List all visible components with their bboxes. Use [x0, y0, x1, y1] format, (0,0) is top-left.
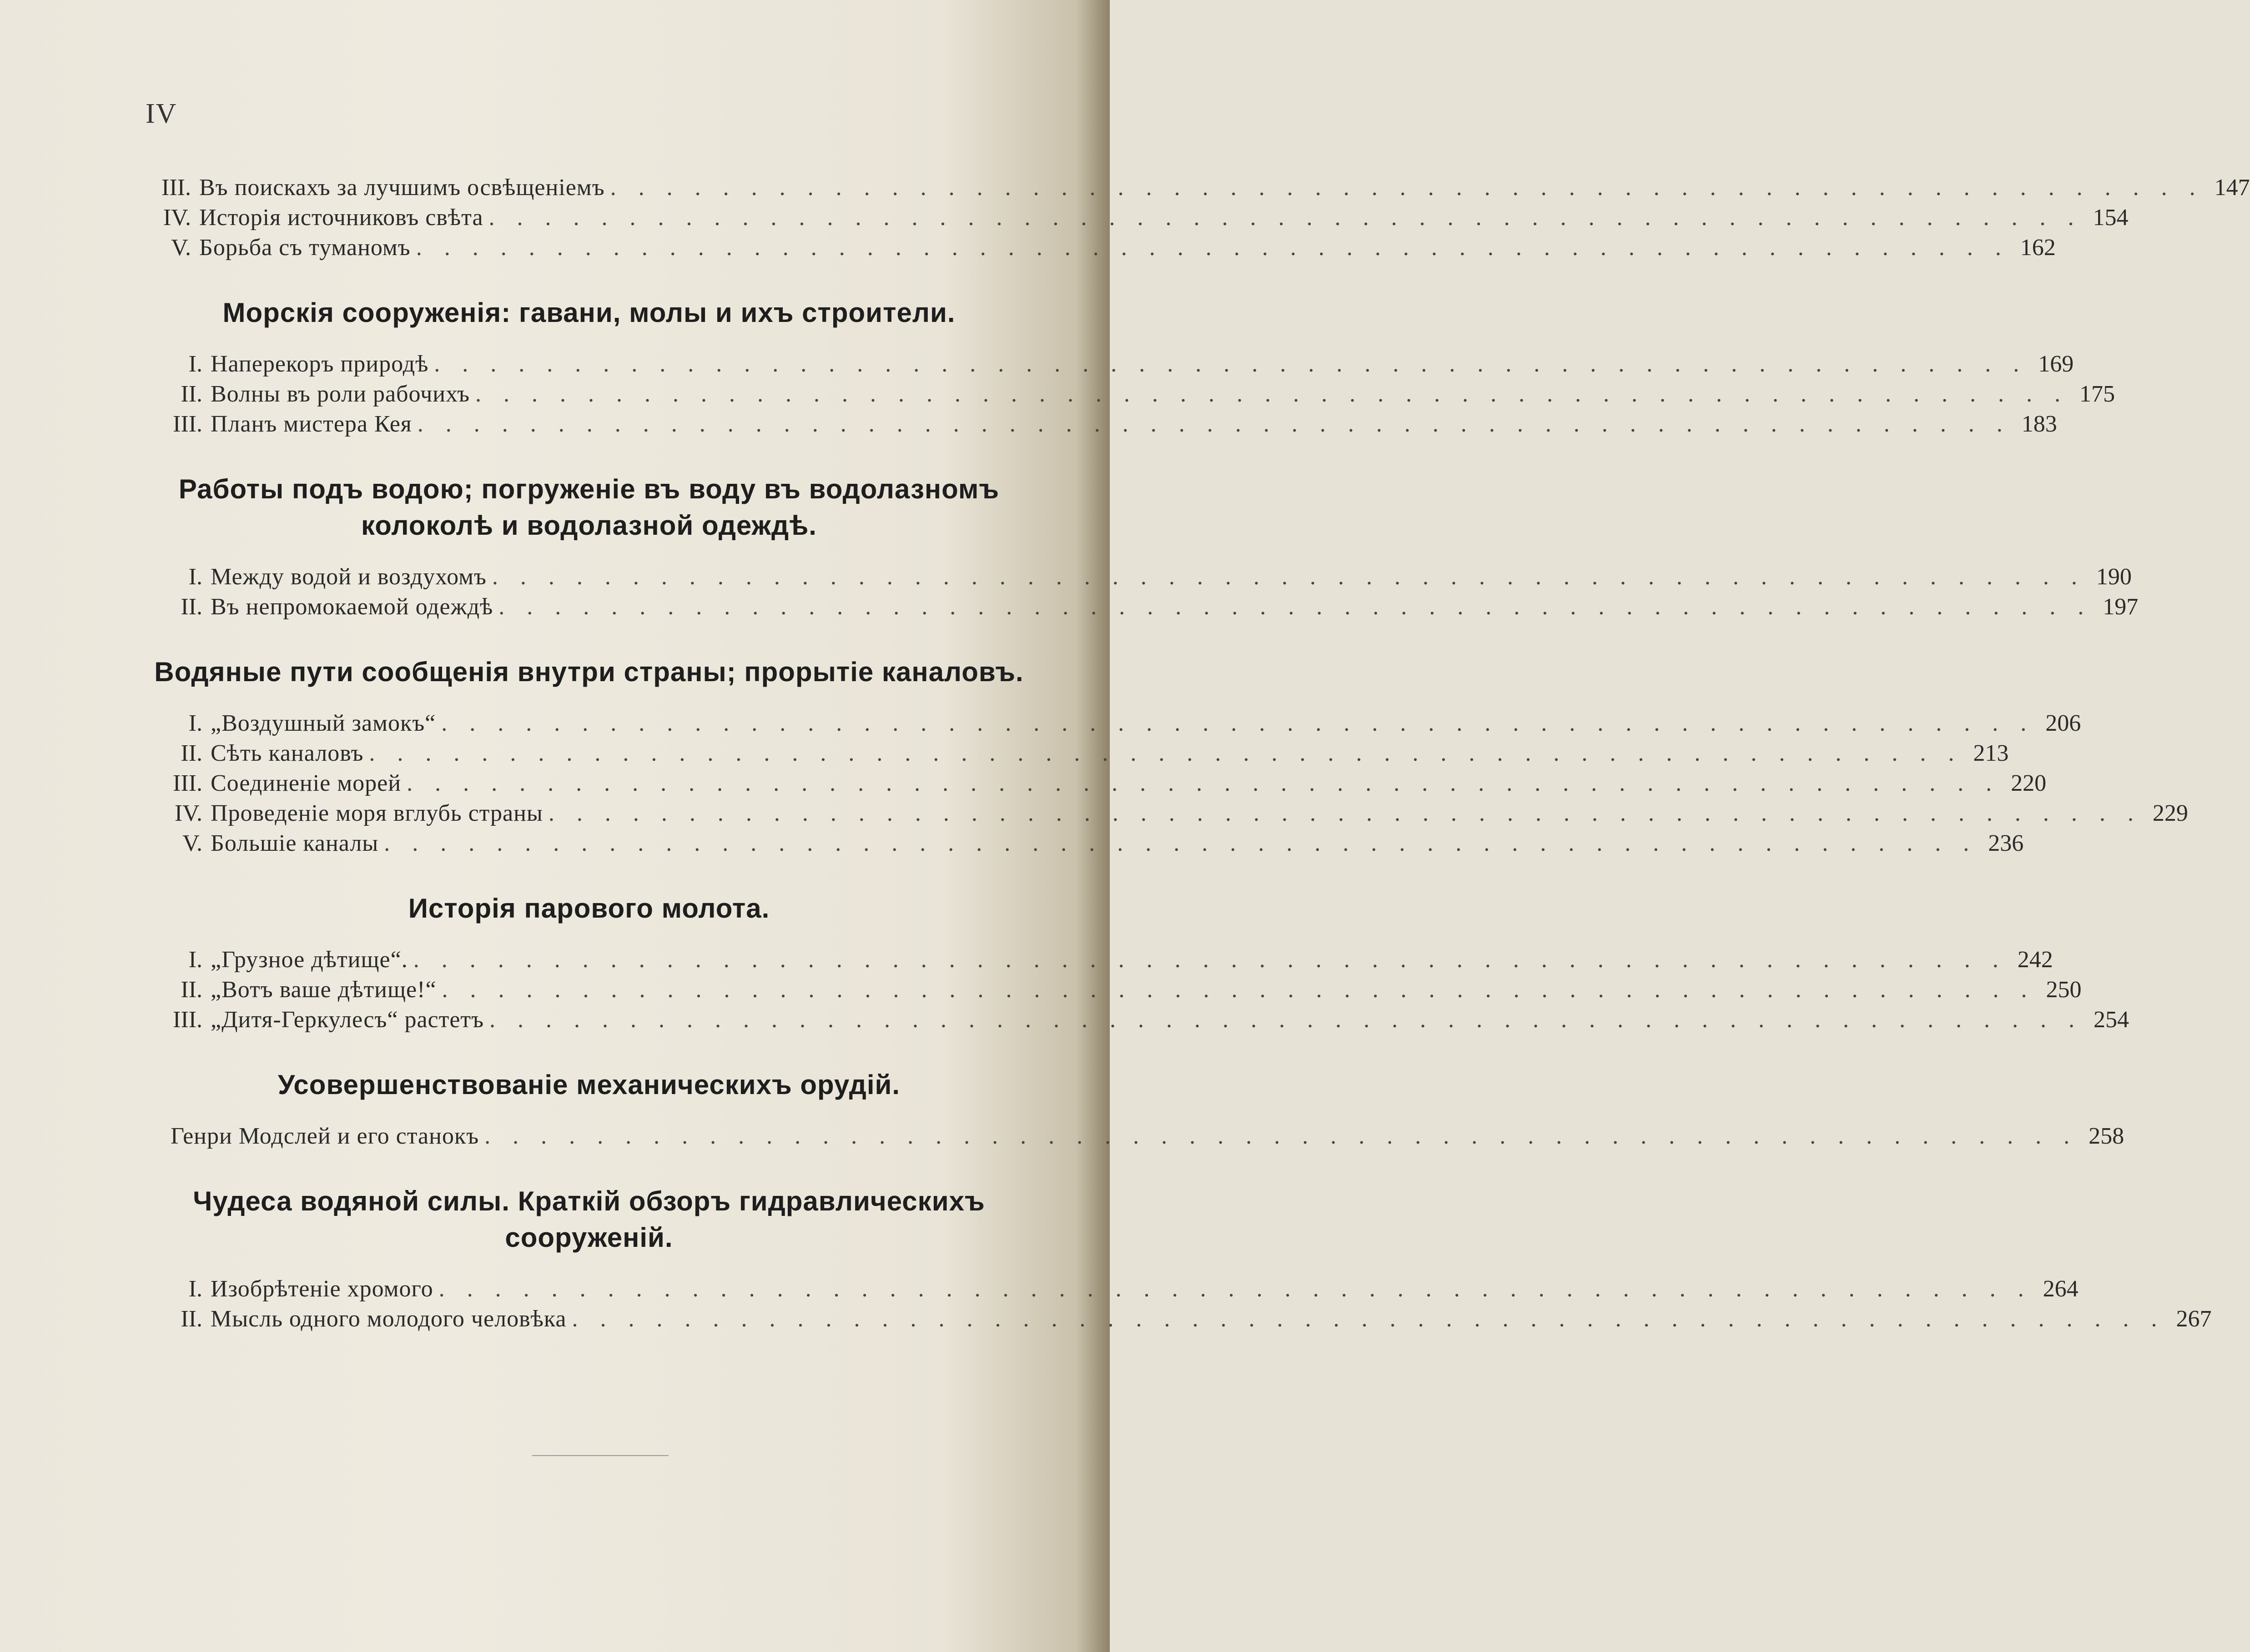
- dot-leader: . . . . . . . . . . . . . . . . . . . . . . . . . . . . . . . . . . . . . . . . . . . . . . . . . . . . . . . . .: [475, 381, 2069, 407]
- dot-leader: . . . . . . . . . . . . . . . . . . . . . . . . . . . . . . . . . . . . . . . . . . . . . . . . . . . . . . . . .: [416, 235, 2009, 261]
- entry-title: Большіе каналы: [211, 830, 379, 856]
- entry-number: I.: [188, 564, 202, 590]
- toc-entry: [150, 592, 2139, 622]
- section-heading: Морскія сооруженія: гавани, молы и ихъ строители.: [222, 297, 956, 328]
- dot-leader: . . . . . . . . . . . . . . . . . . . . . . . . . . . . . . . . . . . . . . . . . . . . . . . . . . . . . . . . .: [413, 947, 2007, 973]
- page-folio: IV: [146, 98, 177, 129]
- toc-entry: [150, 203, 2129, 233]
- entry-number: III.: [173, 1007, 202, 1033]
- toc-section: [150, 173, 2250, 263]
- toc-section: [150, 471, 2139, 622]
- entry-number: II.: [181, 594, 202, 620]
- entry-page: 197: [2103, 594, 2139, 620]
- entry-page: 264: [2043, 1276, 2079, 1302]
- entry-page: 229: [2152, 800, 2188, 826]
- toc-entry: [150, 798, 2188, 829]
- entry-title: Въ непромокаемой одеждѣ: [211, 594, 493, 620]
- toc-entry: [150, 349, 2074, 379]
- entry-title: Волны въ роли рабочихъ: [211, 381, 470, 407]
- entry-number: II.: [181, 740, 202, 766]
- toc-entry: [150, 1274, 2079, 1304]
- toc-entry: [150, 708, 2081, 738]
- dot-leader: . . . . . . . . . . . . . . . . . . . . . . . . . . . . . . . . . . . . . . . . . . . . . . . . . . . . . . . . .: [384, 830, 1978, 856]
- entry-page: 175: [2079, 381, 2115, 407]
- entry-number: I.: [188, 710, 202, 736]
- entry-title: Между водой и воздухомъ: [211, 564, 487, 590]
- dot-leader: . . . . . . . . . . . . . . . . . . . . . . . . . . . . . . . . . . . . . . . . . . . . . . . . . . . . . . . . .: [417, 411, 2011, 437]
- dot-leader: . . . . . . . . . . . . . . . . . . . . . . . . . . . . . . . . . . . . . . . . . . . . . . . . . . . . . . . . .: [434, 351, 2028, 377]
- entry-page: 162: [2020, 235, 2056, 261]
- dot-leader: . . . . . . . . . . . . . . . . . . . . . . . . . . . . . . . . . . . . . . . . . . . . . . . . . . . . . . . . .: [548, 800, 2142, 826]
- toc-entry: [150, 409, 2057, 439]
- toc-section: [150, 1067, 2124, 1151]
- toc-section: [150, 654, 2188, 859]
- dot-leader: . . . . . . . . . . . . . . . . . . . . . . . . . . . . . . . . . . . . . . . . . . . . . . . . . . . . . . . . .: [441, 710, 2035, 736]
- toc-section: [150, 295, 2115, 439]
- entry-title: Генри Модслей и его станокъ: [171, 1123, 479, 1149]
- entry-page: 220: [2011, 770, 2047, 796]
- toc-entry: [150, 562, 2132, 592]
- toc-entry: [150, 768, 2047, 798]
- entry-number: I.: [188, 1276, 202, 1302]
- toc-entry: [150, 945, 2053, 975]
- toc-entry: [150, 233, 2056, 263]
- toc-entry: [150, 975, 2082, 1005]
- entry-number: I.: [188, 351, 202, 377]
- entry-title: Въ поискахъ за лучшимъ освѣщеніемъ: [199, 175, 605, 201]
- entry-page: 147: [2214, 175, 2250, 201]
- entry-page: 242: [2017, 947, 2053, 973]
- entry-title: Планъ мистера Кея: [211, 411, 412, 437]
- entry-title: Наперекоръ природѣ: [211, 351, 429, 377]
- dot-leader: . . . . . . . . . . . . . . . . . . . . . . . . . . . . . . . . . . . . . . . . . . . . . . . . . . . . . . . . .: [484, 1123, 2078, 1149]
- toc-entry: [150, 1005, 2129, 1035]
- closing-rule: [532, 1455, 669, 1456]
- dot-leader: . . . . . . . . . . . . . . . . . . . . . . . . . . . . . . . . . . . . . . . . . . . . . . . . . . . . . . . . .: [610, 175, 2204, 201]
- entry-page: 169: [2038, 351, 2074, 377]
- section-heading: Усовершенствованіе механическихъ орудій.: [277, 1070, 901, 1100]
- dot-leader: . . . . . . . . . . . . . . . . . . . . . . . . . . . . . . . . . . . . . . . . . . . . . . . . . . . . . . . . .: [572, 1306, 2165, 1332]
- entry-title: Исторія источниковъ свѣта: [199, 205, 483, 231]
- dot-leader: . . . . . . . . . . . . . . . . . . . . . . . . . . . . . . . . . . . . . . . . . . . . . . . . . . . . . . . . .: [442, 977, 2035, 1003]
- entry-page: 258: [2089, 1123, 2124, 1149]
- section-heading: Водяные пути сообщенія внутри страны; прорытіе каналовъ.: [154, 657, 1024, 687]
- entry-title: Изобрѣтеніе хромого: [211, 1276, 433, 1302]
- dot-leader: . . . . . . . . . . . . . . . . . . . . . . . . . . . . . . . . . . . . . . . . . . . . . . . . . . . . . . . . .: [488, 205, 2082, 231]
- toc-section: [150, 890, 2129, 1035]
- entry-page: 154: [2093, 205, 2129, 231]
- entry-title: Соединеніе морей: [211, 770, 402, 796]
- entry-number: II.: [181, 977, 202, 1003]
- dot-leader: . . . . . . . . . . . . . . . . . . . . . . . . . . . . . . . . . . . . . . . . . . . . . . . . . . . . . . . . .: [407, 770, 2000, 796]
- entry-title: Сѣть каналовъ: [211, 740, 364, 766]
- entry-number: IV.: [163, 205, 191, 231]
- entry-page: 236: [1988, 830, 2024, 856]
- entry-number: V.: [171, 235, 191, 261]
- entry-number: V.: [182, 830, 202, 856]
- toc-entry: [150, 829, 2024, 859]
- entry-title: „Грузное дѣтище“.: [211, 947, 408, 973]
- entry-number: IV.: [174, 800, 202, 826]
- entry-page: 183: [2021, 411, 2057, 437]
- entry-number: III.: [173, 770, 202, 796]
- entry-title: „Воздушный замокъ“: [211, 710, 436, 736]
- table-of-contents: [150, 173, 2250, 1334]
- toc-section: [150, 1183, 2212, 1334]
- toc-entry: [150, 738, 2009, 768]
- entry-title: Проведеніе моря вглубь страны: [211, 800, 543, 826]
- dot-leader: . . . . . . . . . . . . . . . . . . . . . . . . . . . . . . . . . . . . . . . . . . . . . . . . . . . . . . . . .: [489, 1007, 2083, 1033]
- dot-leader: . . . . . . . . . . . . . . . . . . . . . . . . . . . . . . . . . . . . . . . . . . . . . . . . . . . . . . . . .: [438, 1276, 2032, 1302]
- entry-page: 190: [2096, 564, 2132, 590]
- toc-entry: [150, 173, 2250, 203]
- entry-page: 250: [2046, 977, 2082, 1003]
- entry-page: 267: [2176, 1306, 2212, 1332]
- section-heading: Исторія парового молота.: [408, 893, 770, 924]
- dot-leader: . . . . . . . . . . . . . . . . . . . . . . . . . . . . . . . . . . . . . . . . . . . . . . . . . . . . . . . . .: [369, 740, 1963, 766]
- dot-leader: . . . . . . . . . . . . . . . . . . . . . . . . . . . . . . . . . . . . . . . . . . . . . . . . . . . . . . . . .: [492, 564, 2085, 590]
- dot-leader: . . . . . . . . . . . . . . . . . . . . . . . . . . . . . . . . . . . . . . . . . . . . . . . . . . . . . . . . .: [498, 594, 2092, 620]
- entry-number: II.: [181, 381, 202, 407]
- section-heading: Работы подъ водою; погруженіе въ воду въ водолазномъ колоколѣ и водолазной одеждѣ.: [178, 474, 1000, 541]
- entry-number: II.: [181, 1306, 202, 1332]
- entry-title: Мысль одного молодого человѣка: [211, 1306, 567, 1332]
- toc-entry: [150, 1304, 2212, 1334]
- entry-title: „Дитя-Геркулесъ“ растетъ: [211, 1007, 484, 1033]
- entry-number: III.: [161, 175, 191, 201]
- toc-entry: [150, 379, 2115, 409]
- entry-number: I.: [188, 947, 202, 973]
- entry-page: 206: [2045, 710, 2081, 736]
- toc-entry: [150, 1121, 2124, 1151]
- section-heading: Чудеса водяной силы. Краткій обзоръ гидравлическихъ сооруженій.: [193, 1186, 985, 1253]
- entry-page: 213: [1973, 740, 2009, 766]
- entry-title: „Вотъ ваше дѣтище!“: [211, 977, 437, 1003]
- entry-page: 254: [2094, 1007, 2129, 1033]
- entry-number: III.: [173, 411, 202, 437]
- entry-title: Борьба съ туманомъ: [199, 235, 411, 261]
